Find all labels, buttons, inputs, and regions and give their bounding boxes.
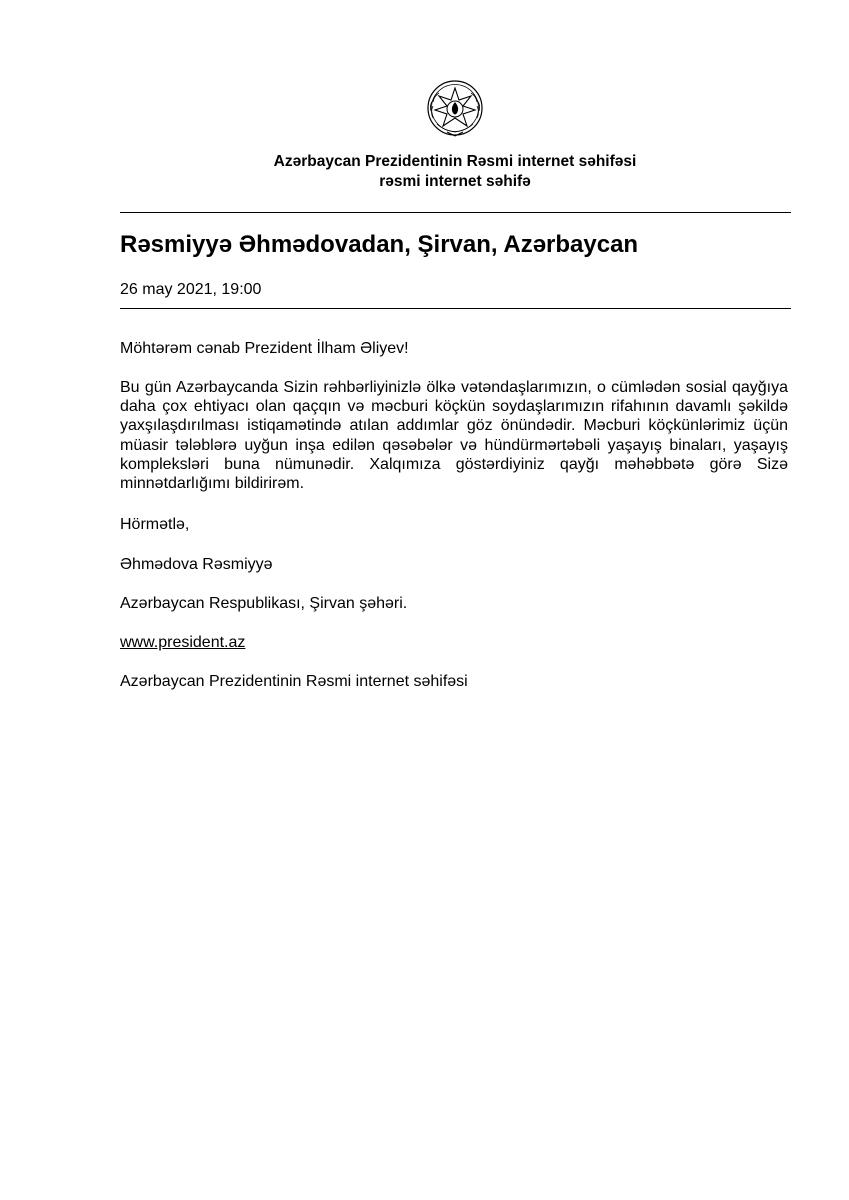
site-title: Azərbaycan Prezidentinin Rəsmi internet səhifəsi: [273, 153, 637, 170]
president-site-link[interactable]: www.president.az: [120, 634, 246, 651]
top-divider: [120, 212, 791, 213]
footer-site-name: Azərbaycan Prezidentinin Rəsmi internet səhifəsi: [120, 673, 468, 690]
letter-signer: Əhmədova Rəsmiyyə: [120, 556, 273, 573]
letter-greeting: Möhtərəm cənab Prezident İlham Əliyev!: [120, 340, 409, 357]
header-divider: [120, 308, 791, 309]
letter-closing: Hörmətlə,: [120, 516, 190, 533]
site-subtitle: rəsmi internet səhifə: [379, 173, 531, 190]
letter-body-paragraph: Bu gün Azərbaycanda Sizin rəhbərliyinizlə ölkə vətəndaşlarımızın, o cümlədən sosial qayğıya daha çox ehtiyacı olan qaçqın və məcburi köçkün soydaşlarımızın rifahının davamlı şəkildə yaxşılaşdırılması istiqamətində atılan addımlar göz önündədir. Məcburi köçkünlərimiz üçün müasir tələblərə uyğun inşa edilən qəsəbələr və hündürmərtəbəli yaşayış binaları, yaşayış kompleksləri buna nümunədir. Xalqımıza göstərdiyiniz qayğı məhəbbətə görə Sizə minnətdarlığımı bildirirəm.: [120, 379, 788, 493]
article-title: Rəsmiyyə Əhmədovadan, Şirvan, Azərbaycan: [120, 231, 639, 258]
site-header: [0, 152, 849, 192]
state-emblem-icon: [425, 78, 485, 140]
article-date: 26 may 2021, 19:00: [120, 281, 262, 298]
letter-location: Azərbaycan Respublikası, Şirvan şəhəri.: [120, 595, 408, 612]
